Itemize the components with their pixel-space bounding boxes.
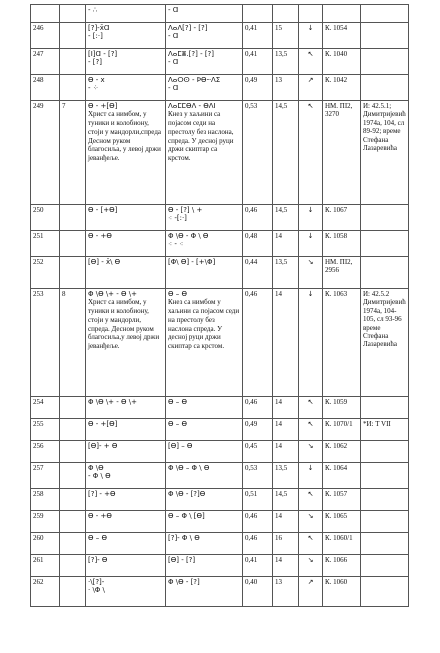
table-row: [31, 397, 409, 419]
reverse-legend: ⴷⴰⵎⵎϴⴷ - ϴⴷⵏ: [168, 102, 216, 110]
collection-cell: НМ. ПI2, 3270: [323, 101, 361, 205]
table-row: [31, 5, 409, 23]
weight-cell: 0,46: [243, 289, 273, 397]
literature-cell: [361, 489, 409, 511]
reverse-legend: ϴ – ϴ: [168, 290, 187, 298]
table-row: [31, 75, 409, 101]
weight-cell: 0,49: [243, 75, 273, 101]
diameter-cell: 13: [273, 75, 299, 101]
obverse-cell: [86, 231, 166, 257]
type-number: [60, 257, 86, 289]
collection-cell: К. 1065: [323, 511, 361, 533]
literature-cell: [361, 577, 409, 607]
type-number: [60, 533, 86, 555]
catalog-number: 258: [31, 489, 60, 511]
reverse-cell: [166, 205, 243, 231]
obverse-legend: [ⵏ]Ɑ - [?]: [88, 50, 118, 58]
obverse-cell: [86, 49, 166, 75]
literature-cell: И: 42.5.2 Димитријевић 1974а, 104-105, сл 93-96 време Стефана Лазаревића: [361, 289, 409, 397]
collection-cell: [323, 5, 361, 23]
reverse-legend: Φ \ϴ - [?]ϴ: [168, 490, 206, 498]
reverse-legend: [?]- Φ \ ϴ: [168, 534, 200, 542]
obverse-description: Христ са нимбом, у туники и колобиону, стоји у мандорли, спреда. Десном руком благосиља,у левој држи јеванђеље.: [88, 298, 160, 351]
obverse-legend: Φ \ϴ \+ - ϴ \+: [88, 398, 137, 406]
table-row: [31, 441, 409, 463]
literature-cell: [361, 533, 409, 555]
reverse-cell: [166, 49, 243, 75]
collection-cell: К. 1060/1: [323, 533, 361, 555]
collection-cell: К. 1042: [323, 75, 361, 101]
collection-cell: К. 1058: [323, 231, 361, 257]
literature-cell: [361, 75, 409, 101]
obverse-cell: [86, 577, 166, 607]
obverse-cell: [86, 75, 166, 101]
die-axis-arrow: ↓: [299, 23, 323, 49]
type-number: [60, 5, 86, 23]
reverse-legend: ⁖ -[:·]: [168, 214, 187, 223]
obverse-cell: [86, 397, 166, 419]
obverse-legend: [?] - +ϴ: [88, 490, 116, 498]
reverse-legend: - Ɑ: [168, 32, 179, 41]
type-number: [60, 511, 86, 533]
reverse-legend: Φ \ϴ - [?]: [168, 578, 200, 586]
diameter-cell: 14: [273, 231, 299, 257]
collection-cell: К. 1054: [323, 23, 361, 49]
obverse-cell: [86, 23, 166, 49]
type-number: [60, 23, 86, 49]
reverse-cell: [166, 489, 243, 511]
catalog-number: 256: [31, 441, 60, 463]
type-number: 7: [60, 101, 86, 205]
literature-cell: [361, 397, 409, 419]
obverse-cell: [86, 555, 166, 577]
reverse-description: Кнез у хаљини са појасом седи на престолу без наслона, спреда. У десној руци држи скиптар са крстом.: [168, 110, 234, 163]
reverse-legend: - Ɑ: [168, 58, 179, 67]
catalog-number: 249: [31, 101, 60, 205]
obverse-cell: [86, 489, 166, 511]
die-axis-arrow: ↖: [299, 49, 323, 75]
diameter-cell: 14: [273, 289, 299, 397]
literature-cell: И: 42.5.1; Димитријевић 1974а, 104, сл 89-92; време Стефана Лазаревића: [361, 101, 409, 205]
catalog-number: 259: [31, 511, 60, 533]
literature-cell: [361, 463, 409, 489]
weight-cell: 0,40: [243, 577, 273, 607]
die-axis-arrow: ↘: [299, 441, 323, 463]
type-number: [60, 441, 86, 463]
obverse-legend: ϴ - +ϴ: [88, 512, 112, 520]
obverse-legend: ϴ - x: [88, 76, 105, 84]
reverse-legend: [Φ\ ϴ] - [+\Φ]: [168, 258, 216, 266]
obverse-legend: - Φ \ ϴ: [88, 472, 111, 481]
reverse-cell: [166, 23, 243, 49]
table-row: [31, 257, 409, 289]
reverse-legend: - Ɑ: [168, 84, 179, 93]
table-row: [31, 555, 409, 577]
obverse-legend: Φ \ϴ \+ - ϴ \+: [88, 290, 137, 298]
diameter-cell: 14: [273, 397, 299, 419]
weight-cell: 0,51: [243, 489, 273, 511]
literature-cell: [361, 5, 409, 23]
weight-cell: 0,53: [243, 101, 273, 205]
catalog-number: 248: [31, 75, 60, 101]
table-row: [31, 463, 409, 489]
reverse-legend: Φ \ϴ - Φ \ ϴ: [168, 232, 209, 240]
diameter-cell: 14,5: [273, 101, 299, 205]
weight-cell: 0,44: [243, 257, 273, 289]
weight-cell: 0,46: [243, 397, 273, 419]
catalog-number: 251: [31, 231, 60, 257]
reverse-legend: ⁖ - ⁖: [168, 240, 184, 249]
collection-cell: К. 1062: [323, 441, 361, 463]
die-axis-arrow: ↖: [299, 533, 323, 555]
die-axis-arrow: ↖: [299, 419, 323, 441]
table-row: [31, 533, 409, 555]
diameter-cell: 13,5: [273, 49, 299, 75]
reverse-legend: ϴ – ϴ: [168, 398, 187, 406]
catalog-number: 247: [31, 49, 60, 75]
diameter-cell: 14,5: [273, 205, 299, 231]
weight-cell: 0,48: [243, 231, 273, 257]
literature-cell: [361, 205, 409, 231]
type-number: [60, 397, 86, 419]
diameter-cell: 14: [273, 441, 299, 463]
obverse-legend: · \Φ \: [88, 586, 105, 595]
die-axis-arrow: ↓: [299, 205, 323, 231]
reverse-legend: ϴ - [?] \ +: [168, 206, 203, 214]
die-axis-arrow: ↘: [299, 511, 323, 533]
reverse-cell: [166, 397, 243, 419]
obverse-cell: [86, 205, 166, 231]
catalog-number: [31, 5, 60, 23]
obverse-legend: [ϴ]- + ϴ: [88, 442, 118, 450]
type-number: [60, 463, 86, 489]
catalog-number: 250: [31, 205, 60, 231]
table-row: [31, 49, 409, 75]
reverse-cell: [166, 5, 243, 23]
diameter-cell: [273, 5, 299, 23]
diameter-cell: 14: [273, 511, 299, 533]
reverse-legend: Φ \ϴ – Φ \ ϴ: [168, 464, 210, 472]
reverse-legend: ⴷⴰⵔⵙ - ϷϴⵈΛⵉ: [168, 76, 221, 84]
catalog-number: 255: [31, 419, 60, 441]
literature-cell: [361, 257, 409, 289]
catalog-number: 252: [31, 257, 60, 289]
reverse-cell: [166, 463, 243, 489]
type-number: 8: [60, 289, 86, 397]
die-axis-arrow: [299, 5, 323, 23]
type-number: [60, 49, 86, 75]
obverse-cell: [86, 533, 166, 555]
catalog-number: 262: [31, 577, 60, 607]
collection-cell: К. 1063: [323, 289, 361, 397]
weight-cell: 0,41: [243, 23, 273, 49]
obverse-legend: Φ \ϴ: [88, 464, 104, 472]
catalog-number: 254: [31, 397, 60, 419]
literature-cell: [361, 231, 409, 257]
collection-cell: НМ. ПI2, 2956: [323, 257, 361, 289]
catalog-number: 261: [31, 555, 60, 577]
die-axis-arrow: ↗: [299, 75, 323, 101]
die-axis-arrow: ↖: [299, 101, 323, 205]
collection-cell: К. 1067: [323, 205, 361, 231]
die-axis-arrow: ↖: [299, 397, 323, 419]
table-row: [31, 489, 409, 511]
collection-cell: К. 1040: [323, 49, 361, 75]
literature-cell: [361, 441, 409, 463]
die-axis-arrow: ↓: [299, 463, 323, 489]
collection-cell: К. 1066: [323, 555, 361, 577]
type-number: [60, 205, 86, 231]
reverse-description: Кнез са нимбом у хаљини са појасом седи на престолу без наслона спреда. У десној руци држи скиптар са крстом.: [168, 298, 240, 351]
obverse-description: Христ са нимбом, у туники и колобиону, стоји у мандорли,спреда Десном руком благосиља, у левој држи јеванђеље.: [88, 110, 161, 163]
reverse-cell: [166, 441, 243, 463]
obverse-legend: - ⁘: [88, 84, 99, 93]
collection-cell: К. 1070/1: [323, 419, 361, 441]
weight-cell: 0,41: [243, 49, 273, 75]
reverse-legend: [ϴ] - [?]: [168, 556, 196, 564]
type-number: [60, 489, 86, 511]
obverse-cell: [86, 289, 166, 397]
reverse-cell: [166, 577, 243, 607]
reverse-legend: ⴷⴰⴷ[?] - [?]: [168, 24, 208, 32]
table-row: [31, 511, 409, 533]
reverse-cell: [166, 419, 243, 441]
diameter-cell: 13,5: [273, 463, 299, 489]
obverse-legend: [ϴ] - x̄\ ϴ: [88, 258, 121, 266]
diameter-cell: 14: [273, 419, 299, 441]
obverse-legend: ϴ - +ϴ: [88, 232, 112, 240]
collection-cell: К. 1064: [323, 463, 361, 489]
reverse-legend: ϴ – Φ \ [ϴ]: [168, 512, 205, 520]
table-row: [31, 23, 409, 49]
literature-cell: [361, 511, 409, 533]
obverse-cell: [86, 441, 166, 463]
diameter-cell: 14: [273, 555, 299, 577]
obverse-cell: [86, 419, 166, 441]
obverse-cell: [86, 101, 166, 205]
reverse-legend: ϴ – ϴ: [168, 420, 187, 428]
catalog-number: 253: [31, 289, 60, 397]
obverse-legend: - [?]: [88, 58, 102, 67]
collection-cell: К. 1059: [323, 397, 361, 419]
die-axis-arrow: ↘: [299, 257, 323, 289]
obverse-cell: [86, 257, 166, 289]
obverse-legend: - [:·]: [88, 32, 103, 41]
weight-cell: [243, 5, 273, 23]
reverse-cell: [166, 75, 243, 101]
weight-cell: 0,53: [243, 463, 273, 489]
die-axis-arrow: ↖: [299, 489, 323, 511]
collection-cell: К. 1057: [323, 489, 361, 511]
reverse-cell: [166, 511, 243, 533]
reverse-legend: - Ɑ: [168, 6, 179, 14]
reverse-cell: [166, 289, 243, 397]
die-axis-arrow: ↓: [299, 289, 323, 397]
diameter-cell: 16: [273, 533, 299, 555]
obverse-legend: ϴ - +[ϴ]: [88, 420, 118, 428]
table-body: [31, 5, 409, 607]
diameter-cell: 15: [273, 23, 299, 49]
table-row: [31, 205, 409, 231]
reverse-legend: [ϴ] – ϴ: [168, 442, 193, 450]
obverse-cell: [86, 463, 166, 489]
literature-cell: [361, 23, 409, 49]
weight-cell: 0,45: [243, 441, 273, 463]
catalog-number: 257: [31, 463, 60, 489]
obverse-legend: ϴ – ϴ: [88, 534, 107, 542]
table-row: [31, 419, 409, 441]
reverse-cell: [166, 257, 243, 289]
reverse-cell: [166, 101, 243, 205]
diameter-cell: 13: [273, 577, 299, 607]
obverse-legend: ·\[?]-: [88, 578, 105, 586]
catalog-number: 260: [31, 533, 60, 555]
table-row: [31, 289, 409, 397]
die-axis-arrow: ↓: [299, 231, 323, 257]
die-axis-arrow: ↗: [299, 577, 323, 607]
diameter-cell: 14,5: [273, 489, 299, 511]
obverse-legend: - ∴: [88, 6, 98, 14]
weight-cell: 0,49: [243, 419, 273, 441]
diameter-cell: 13,5: [273, 257, 299, 289]
obverse-legend: ϴ - [+ϴ]: [88, 206, 118, 214]
table-row: [31, 231, 409, 257]
weight-cell: 0,46: [243, 533, 273, 555]
type-number: [60, 555, 86, 577]
type-number: [60, 577, 86, 607]
table-row: [31, 101, 409, 205]
type-number: [60, 231, 86, 257]
die-axis-arrow: ↘: [299, 555, 323, 577]
literature-cell: [361, 555, 409, 577]
literature-cell: *И: T VII: [361, 419, 409, 441]
reverse-cell: [166, 555, 243, 577]
catalog-number: 246: [31, 23, 60, 49]
type-number: [60, 419, 86, 441]
reverse-cell: [166, 231, 243, 257]
literature-cell: [361, 49, 409, 75]
table-row: [31, 577, 409, 607]
obverse-cell: [86, 5, 166, 23]
type-number: [60, 75, 86, 101]
reverse-legend: ⴷⴰⵎⴻ.[?] - [?]: [168, 50, 214, 58]
collection-cell: К. 1060: [323, 577, 361, 607]
weight-cell: 0,46: [243, 205, 273, 231]
obverse-legend: ϴ - +[ϴ]: [88, 102, 118, 110]
weight-cell: 0,46: [243, 511, 273, 533]
coin-catalog-table: [30, 4, 409, 607]
obverse-legend: [?]- ϴ: [88, 556, 108, 564]
weight-cell: 0,41: [243, 555, 273, 577]
obverse-legend: [?]-x̄Ɑ: [88, 24, 110, 32]
obverse-cell: [86, 511, 166, 533]
reverse-cell: [166, 533, 243, 555]
